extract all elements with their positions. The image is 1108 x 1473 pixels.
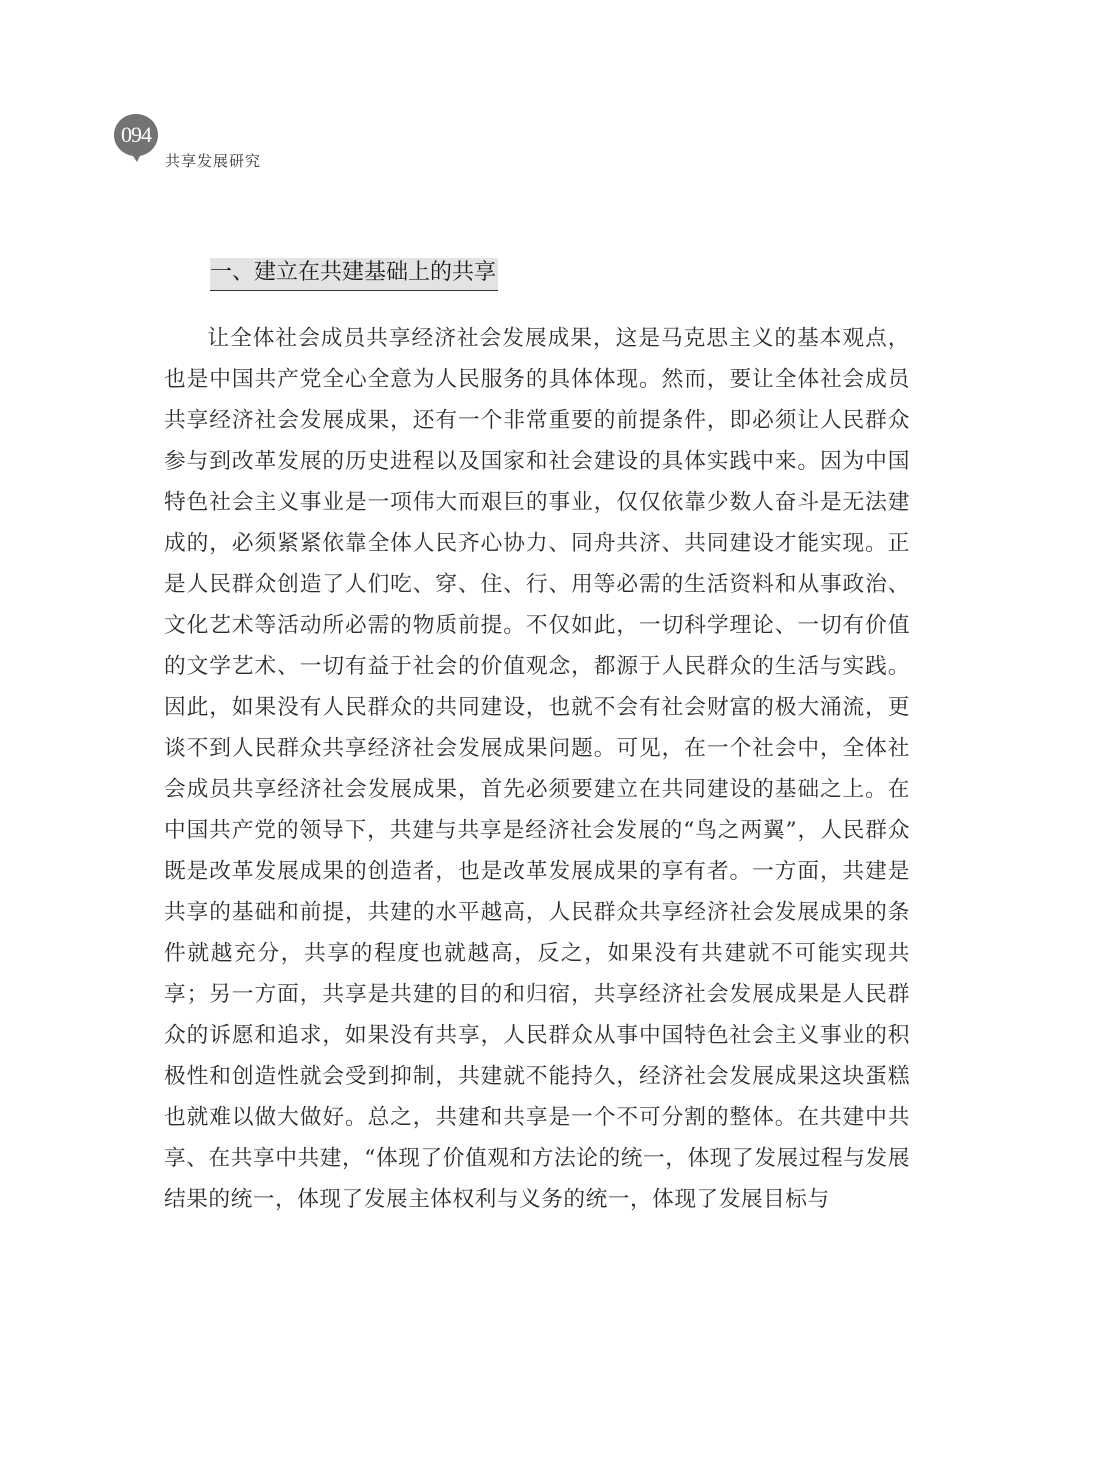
running-header-title: 共享发展研究: [165, 152, 262, 170]
section-heading: 一、建立在共建基础上的共享: [210, 258, 498, 291]
body-paragraph: 让全体社会成员共享经济社会发展成果，这是马克思主义的基本观点，也是中国共产党全心全意为人民服务的具体体现。然而，要让全体社会成员共享经济社会发展成果，还有一个非常重要的前提条件，即必须让人民群众参与到改革发展的历史进程以及国家和社会建设的具体实践中来。因为中国特色社会主义事业是一项伟大而艰巨的事业，仅仅依靠少数人奋斗是无法建成的，必须紧紧依靠全体人民齐心协力、同舟共济、共同建设才能实现。正是人民群众创造了人们吃、穿、住、行、用等必需的生活资料和从事政治、文化艺术等活动所必需的物质前提。不仅如此，一切科学理论、一切有价值的文学艺术、一切有益于社会的价值观念，都源于人民群众的生活与实践。因此，如果没有人民群众的共同建设，也就不会有社会财富的极大涌流，更谈不到人民群众共享经济社会发展成果问题。可见，在一个社会中，全体社会成员共享经济社会发展成果，首先必须要建立在共同建设的基础之上。在中国共产党的领导下，共建与共享是经济社会发展的“鸟之两翼”，人民群众既是改革发展成果的创造者，也是改革发展成果的享有者。一方面，共建是共享的基础和前提，共建的水平越高，人民群众共享经济社会发展成果的条件就越充分，共享的程度也就越高，反之，如果没有共建就不可能实现共享；另一方面，共享是共建的目的和归宿，共享经济社会发展成果是人民群众的诉愿和追求，如果没有共享，人民群众从事中国特色社会主义事业的积极性和创造性就会受到抑制，共建就不能持久，经济社会发展成果这块蛋糕也就难以做大做好。总之，共建和共享是一个不可分割的整体。在共建中共享、在共享中共建，“体现了价值观和方法论的统一，体现了发展过程与发展结果的统一，体现了发展主体权利与义务的统一，体现了发展目标与: [164, 326, 910, 1212]
page-number-badge: [113, 113, 159, 159]
page-number: 094: [121, 122, 151, 147]
